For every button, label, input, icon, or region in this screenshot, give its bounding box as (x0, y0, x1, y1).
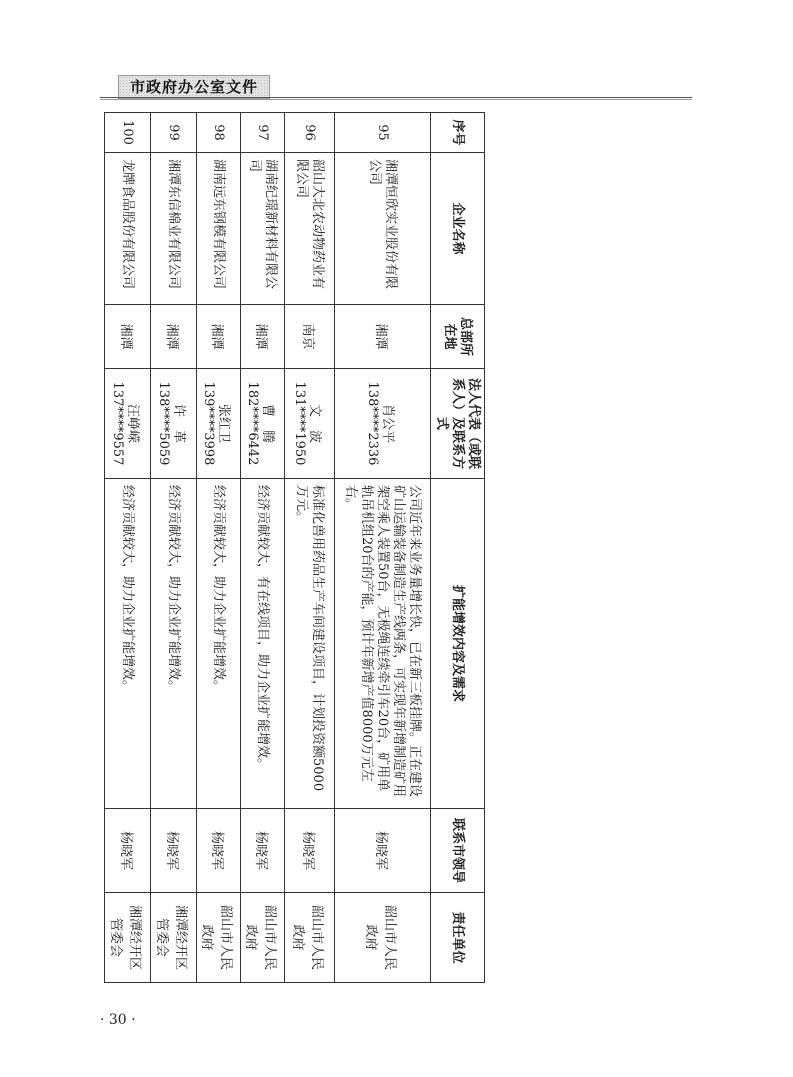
cell-no: 97 (241, 113, 285, 153)
contact-name: 文 波 (307, 403, 323, 443)
enterprise-table (104, 112, 485, 983)
cell-content: 公司近年来业务量增长快，已在新三板挂牌。正在建设矿山运输装备制造生产线两条，可实现年新增制造矿用架空乘人装置50台，无极绳连续牵引车20台，矿用单轨吊机组20台的产能，预计年新增产值8000万元左右。 (335, 479, 431, 809)
header-rule-thin (100, 99, 692, 100)
cell-no: 96 (285, 113, 335, 153)
cell-company: 湘潭东信棉业有限公司 (151, 153, 197, 305)
cell-hq: 湘潭 (241, 305, 285, 369)
cell-leader: 杨晓军 (197, 809, 241, 893)
contact-name: 肖公平 (380, 403, 396, 443)
contact-name: 汪峥嵘 (125, 403, 141, 443)
cell-contact (335, 369, 431, 479)
cell-leader: 杨晓军 (241, 809, 285, 893)
cell-content: 经济贡献较大，助力企业扩能增效。 (105, 479, 151, 809)
col-header-hq: 总部所在地 (431, 305, 485, 369)
cell-hq: 湘潭 (335, 305, 431, 369)
cell-hq: 湘潭 (197, 305, 241, 369)
cell-hq: 南京 (285, 305, 335, 369)
contact-phone: 182****6442 (245, 381, 261, 466)
document-header-title: 市政府办公室文件 (118, 75, 270, 99)
cell-contact (241, 369, 285, 479)
contact-phone: 138****2336 (365, 381, 381, 466)
cell-contact (285, 369, 335, 479)
cell-no: 99 (151, 113, 197, 153)
rotated-table-container (105, 112, 485, 982)
cell-contact (105, 369, 151, 479)
cell-unit: 韶山市人民政府 (285, 893, 335, 983)
cell-leader: 杨晓军 (335, 809, 431, 893)
table-row (151, 113, 197, 983)
cell-hq: 湘潭 (151, 305, 197, 369)
col-header-content: 扩能增效内容及需求 (431, 479, 485, 809)
cell-no: 98 (197, 113, 241, 153)
cell-unit: 湘潭经开区管委会 (151, 893, 197, 983)
cell-contact (197, 369, 241, 479)
cell-unit: 韶山市人民政府 (197, 893, 241, 983)
table-row (197, 113, 241, 983)
col-header-contact: 法人代表（或联系人）及联系方式 (431, 369, 485, 479)
cell-hq: 湘潭 (105, 305, 151, 369)
cell-company: 湖南远东钢模有限公司 (197, 153, 241, 305)
cell-content: 经济贡献较大，助力企业扩能增效。 (197, 479, 241, 809)
col-header-no: 序号 (431, 113, 485, 153)
contact-name: 曹 腾 (260, 403, 276, 443)
cell-company: 龙牌食品股份有限公司 (105, 153, 151, 305)
cell-unit: 韶山市人民政府 (241, 893, 285, 983)
cell-leader: 杨晓军 (151, 809, 197, 893)
cell-company: 湘潭恒欣实业股份有限公司 (335, 153, 431, 305)
table-row (335, 113, 431, 983)
cell-contact (151, 369, 197, 479)
cell-no: 100 (105, 113, 151, 153)
contact-name: 许 革 (171, 403, 187, 443)
page-number: · 30 · (100, 1012, 136, 1028)
cell-unit: 湘潭经开区管委会 (105, 893, 151, 983)
table-row (105, 113, 151, 983)
table-row (241, 113, 285, 983)
contact-phone: 139****3998 (201, 381, 217, 466)
cell-content: 经济贡献较大，助力企业扩能增效。 (151, 479, 197, 809)
contact-phone: 131****1950 (292, 381, 308, 466)
header-rule (100, 97, 692, 98)
cell-company: 韶山大北农动物药业有限公司 (285, 153, 335, 305)
col-header-leader: 联系市领导 (431, 809, 485, 893)
contact-name: 张红卫 (216, 403, 232, 443)
contact-phone: 138****5059 (156, 381, 172, 466)
cell-content: 标准化兽用药品生产车间建设项目，计划投资额5000万元。 (285, 479, 335, 809)
cell-company: 湖南纪璟新材料有限公司 (241, 153, 285, 305)
cell-no: 95 (335, 113, 431, 153)
cell-unit: 韶山市人民政府 (335, 893, 431, 983)
table-row (285, 113, 335, 983)
col-header-company: 企业名称 (431, 153, 485, 305)
table-header-row (431, 113, 485, 983)
contact-phone: 137****9557 (110, 381, 126, 466)
cell-leader: 杨晓军 (285, 809, 335, 893)
cell-leader: 杨晓军 (105, 809, 151, 893)
cell-content: 经济贡献较大，有在线项目，助力企业扩能增效。 (241, 479, 285, 809)
col-header-unit: 责任单位 (431, 893, 485, 983)
